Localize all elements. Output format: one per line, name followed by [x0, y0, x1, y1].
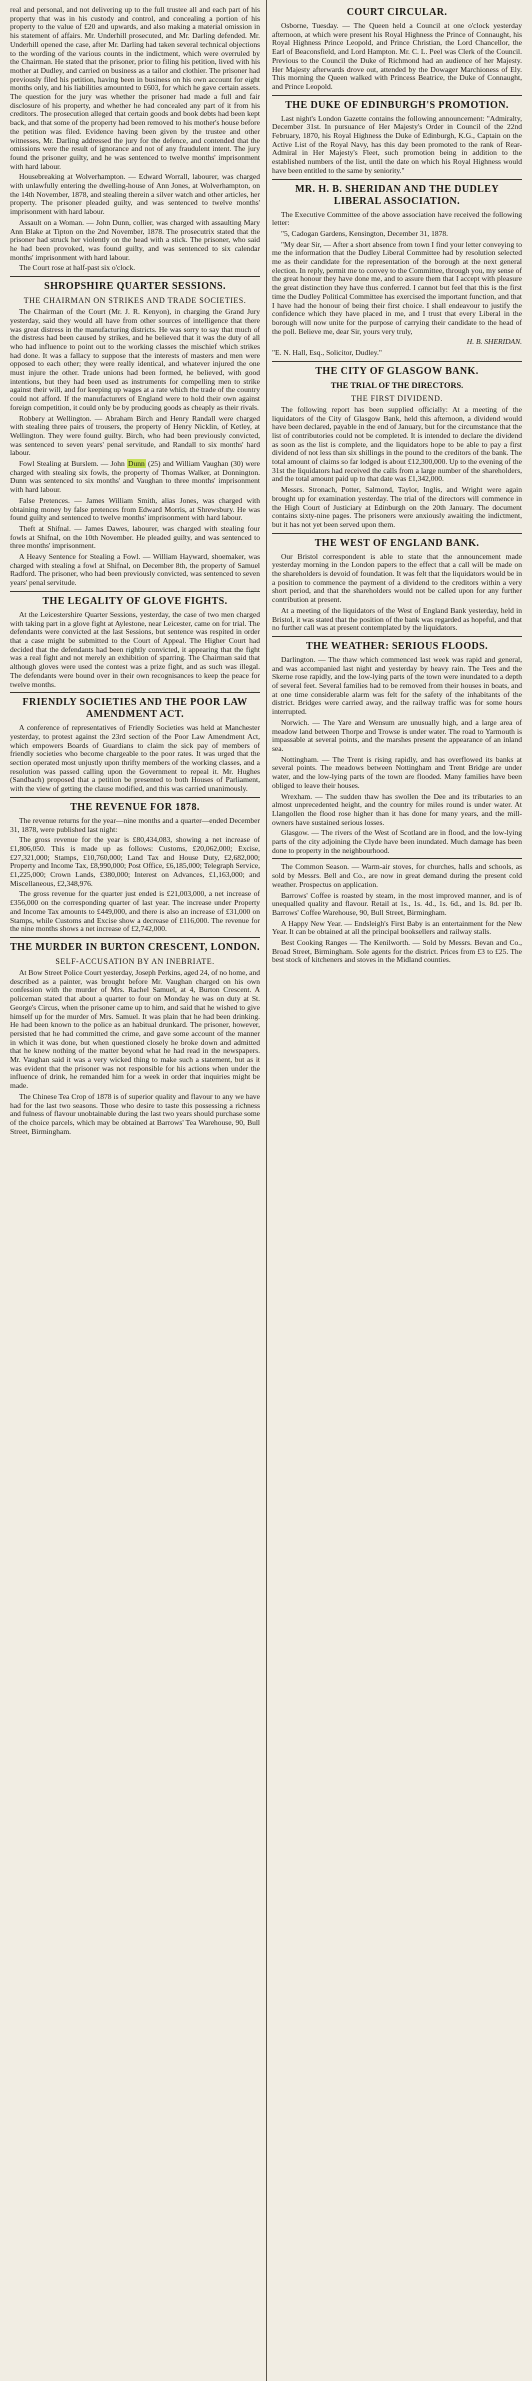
section-divider — [272, 361, 522, 362]
article-headline: THE CITY OF GLASGOW BANK. — [315, 365, 479, 377]
intro-paragraph: Housebreaking at Wolverhampton. — Edward Worrall, labourer, was charged with unlawfully entering the dwelling-house of Ann Jones, at Wolverhampton, on the 14th November, 1878, and stealing therein a silver watch and other articles, her property. The prisoner pleaded guilty, and was sentenced to twelve months' imprisonment with hard labour. — [10, 172, 260, 217]
article-paragraph: Our Bristol correspondent is able to state that the announcement made yesterday morning in the London papers to the effect that a call will be made on the shareholders is devoid of foundation. It was felt that the liquidators would be in a position to commence the payment of a dividend to the creditors within a very short period, and that the shareholders would not be called upon for any further contribution at present. — [272, 551, 522, 605]
highlight-prefix: Fowl Stealing at Burslem. — John — [19, 459, 128, 469]
murder-article — [10, 942, 260, 1136]
article-paragraph: At the Leicestershire Quarter Sessions, yesterday, the case of two men charged with taking part in a glove fight at Aylestone, near Leicester, came on for trial. The defendants were convicted at the last Sessions, but sentence was respited in order that a case might be submitted to the Court of Appeal. The Higher Court had decided that the defendants had been rightly convicted, it appearing that the fight was a real fight and not merely an exhibition of sparring. The Chairman said that although gloves were used the contest was a prize fight, and as such was illegal. The defendants were bound over in their own recognisances to keep the peace for twelve months. — [10, 609, 260, 689]
left-column — [10, 6, 260, 2376]
section-divider — [272, 179, 522, 180]
revenue-article — [10, 802, 260, 934]
intro-paragraph: The Court rose at half-past six o'clock. — [19, 263, 136, 273]
highlight-suffix: (25) and William Vaughan (30) were charged with stealing six fowls, the property of Thomas Walker, at Donnington. Dunn was sentenced to six months' and Vaughan to three months' imprisonment with hard labour. — [10, 459, 260, 495]
article-headline: THE REVENUE FOR 1878. — [70, 801, 200, 813]
notice-paragraph: Barrows' Coffee is roasted by steam, in the most improved manner, and is of unequalled quality and flavour. Retail at 1s., 1s. 4d., 1s. 6d., and 1s. 8d. per lb. Barrows' Coffee Warehouse, 90, Bull Street, Birmingham. — [272, 890, 522, 917]
article-headline: THE LEGALITY OF GLOVE FIGHTS. — [42, 595, 228, 607]
article-paragraph: The gross revenue for the year is £80,434,083, showing a net increase of £1,806,050. This is made up as follows: Customs, £20,062,000; Excise, £27,321,000; Stamps, £10,760,000; Land Tax and House Duty, £2,682,000; Property and Income Tax, £8,990,000; Post Office, £6,185,000; Telegraph Service, £1,225,000; Crown Lands, £380,000; Interest on Advances, £1,163,000; and Miscellaneous, £2,348,976. — [10, 835, 260, 888]
sheridan-article — [272, 184, 522, 358]
section-divider — [272, 636, 522, 637]
article-paragraph: False Pretences. — James William Smith, alias Jones, was charged with obtaining money by false pretences from Edward Morris, at Shrewsbury. He was found guilty and sentenced to twelve months' imprisonment with hard labour. — [10, 495, 260, 523]
column-divider — [266, 0, 267, 2381]
section-divider — [272, 95, 522, 96]
intro-paragraph: Assault on a Woman. — John Dunn, collier, was charged with assaulting Mary Ann Blake at Tipton on the 2nd November, 1878. The prosecutrix stated that the prisoner had struck her violently on the head with a stick. The prisoner, who said he had been provoked, was found guilty, and was sentenced to six calendar months' imprisonment with hard labour. — [10, 217, 260, 262]
glasgow-bank-article — [272, 366, 522, 530]
article-subheadline: THE CHAIRMAN ON STRIKES AND TRADE SOCIETIES. — [23, 296, 247, 306]
section-divider — [272, 858, 522, 859]
article-paragraph: At Bow Street Police Court yesterday, Joseph Perkins, aged 24, of no home, and described as a painter, was brought before Mr. Vaughan charged on his own confession with the murder of Mrs. Rachel Samuel, at 4, Burton Crescent. A policeman stated that about a quarter to four on Monday he was on duty at St. George's Circus, when the prisoner came up to him, and said that he wished to give himself up for the murder of Mrs. Samuel. It was plain that he had been drinking. He had been known to the police as an habitual drunkard. The prisoner, however, persisted that he had committed the crime, and gave some account of the manner in which it was done, but when questioned closely he broke down and admitted that he knew nothing of the matter beyond what he had read in the newspapers. Mr. Vaughan said it was a very wicked thing to make such a statement, but as it was evident that the prisoner was not responsible for his actions when under the influence of drink, he remanded him for a week in order that inquiries might be made. — [10, 967, 260, 1091]
article-paragraph: Theft at Shifnal. — James Dawes, labourer, was charged with stealing four fowls at Shifnal, on the 10th November. He pleaded guilty, and was sentenced to three months' imprisonment. — [10, 523, 260, 551]
article-paragraph: Robbery at Wellington. — Abraham Birch and Henry Randall were charged with stealing three pairs of trousers, the property of Henry Nicklin, of Ketley, at Wellington. They were found guilty. Birch, who had been previously convicted, was sentenced to seven years' penal servitude, and Randall to six months' hard labour. — [10, 413, 260, 458]
article-subheadline: THE TRIAL OF THE DIRECTORS. — [330, 380, 464, 390]
section-divider — [10, 937, 260, 938]
article-headline: THE WEST OF ENGLAND BANK. — [314, 537, 480, 549]
article-paragraph: The following report has been supplied officially: At a meeting of the liquidators of the City of Glasgow Bank, held this afternoon, a dividend would have been declared, payable in the end of January, but for the circumstance that the list of contributories could not be completed. It is intended to declare the dividend as soon as the list is complete, and the liquidators hope to be able to pay a first dividend of not less than six shillings in the pound to the creditors of the bank. The total amount of claims so far lodged is about £12,300,000. Up to the evening of the 31st the liquidators had received the calls from a large number of the shareholders, and the total amount paid up to that date was £1,342,000. — [272, 404, 522, 484]
article-paragraph: Osborne, Tuesday. — The Queen held a Council at one o'clock yesterday afternoon, at which were present his Royal Highness the Prince of Connaught, his Royal Highness Prince Leopold, and Prince Christian, the Lord Chancellor, the Earl of Beaconsfield, and Lord Hampton. Mr. C. L. Peel was Clerk of the Council. Previous to the Council the Duke of Richmond had an audience of her Majesty. Her Majesty afterwards drove out, attended by the Dowager Marchioness of Ely. This morning the Queen walked with Princess Beatrice, the Duke of Connaught, and Prince Leopold. — [272, 21, 522, 91]
article-paragraph: At a meeting of the liquidators of the West of England Bank yesterday, held in Bristol, it was stated that the position of the bank was regarded as hopeful, and that no further call was at present contemplated by the liquidators. — [272, 605, 522, 633]
article-paragraph: Wrexham. — The sudden thaw has swollen the Dee and its tributaries to an almost unprecedented height, and the country for miles round is under water. At Llangollen the flood rose higher than it has done for many years, and the mill-owners have sustained serious losses. — [272, 791, 522, 827]
section-divider — [10, 276, 260, 277]
article-paragraph: Nottingham. — The Trent is rising rapidly, and has overflowed its banks at several points. The meadows between Nottingham and Trent Bridge are under water, and the low-lying parts of the town are flooded. Many families have been obliged to leave their houses. — [272, 754, 522, 790]
shropshire-article — [10, 281, 260, 588]
west-england-bank-article — [272, 538, 522, 633]
section-divider — [10, 591, 260, 592]
article-headline: MR. H. B. SHERIDAN AND THE DUDLEY LIBERAL ASSOCIATION. — [295, 183, 499, 207]
article-headline: THE MURDER IN BURTON CRESCENT, LONDON. — [10, 941, 260, 953]
article-headline: FRIENDLY SOCIETIES AND THE POOR LAW AMENDMENT ACT. — [22, 697, 248, 721]
intro-paragraph: real and personal, and not delivering up to the full trustee all and each part of his property that was in his custody and control, and concealing a portion of his property to the value of £20 and upwards, and also making a material omission in his statement of affairs. Mr. Underhill prosecuted, and Mr. Darling defended. Mr. Underhill opened the case, after Mr. Darling had taken several technical objections to the wording of the various counts in the indictment, which were overruled by the Chairman. He stated that the prisoner, prior to filing his petition, lived with his mother at Dudley, and carried on business as a tailor and clothier. The prisoner had previously filed his petition, having been in business on his own account for eight months only, and his liabilities amounted to £603, for which he gave certain assets. The question for the jury was whether the prisoner had made a full and fair disclosure of his property, and whether he had concealed any part of it from his creditors. The prosecution alleged that certain goods and book debts had been kept back, and that some of the property had been removed to his mother's house before the petition was filed. Evidence having been given by the trustee and other witnesses, Mr. Darling addressed the jury for the defence, and contended that the omissions were the result of ignorance and not of any fraudulent intent. The jury found the prisoner guilty, and he was sentenced to twelve months' imprisonment with hard labour. — [10, 6, 260, 171]
court-circular-article — [272, 7, 522, 92]
glove-fights-article — [10, 596, 260, 689]
article-paragraph: The revenue returns for the year—nine months and a quarter—ended December 31, 1878, were published last night: — [10, 815, 260, 834]
article-paragraph: The Chinese Tea Crop of 1878 is of superior quality and flavour to any we have had for the last two seasons. Those who desire to taste this possessing a richness and fulness of flavour unobtainable during the last two years should purchase some of the choice parcels, which may be obtained at Barrows' Tea Warehouse, 90, Bull Street, Birmingham. — [10, 1091, 260, 1136]
article-subheadline: THE FIRST DIVIDEND. — [351, 393, 443, 403]
article-paragraph: The gross revenue for the quarter just ended is £21,003,000, a net increase of £356,000 on the corresponding quarter of last year. The increase under Property and Income Tax amounts to £449,000, and there is also an increase of £31,000 on Stamps, while Customs and Excise show a decrease of £116,000. The revenue for the nine months shows a net increase of £2,742,000. — [10, 889, 260, 934]
section-divider — [10, 692, 260, 693]
notice-paragraph: The Common Season. — Warm-air stoves, for churches, halls and schools, as sold by Messrs. Bell and Co., are now in great demand during the present cold weather. Prospectus on application. — [272, 862, 522, 889]
letter-dateline: "5, Cadogan Gardens, Kensington, December 31, 1878. — [281, 228, 448, 238]
section-divider — [10, 797, 260, 798]
article-paragraph: Messrs. Stronach, Potter, Salmond, Taylor, Inglis, and Wright were again brought up for examination yesterday. The trial of the directors will commence in the High Court of Justiciary at Edinburgh on the 20th January. The document contains sixty-nine pages. The prisoners were anxiously awaiting the indictment, but it has not yet been served upon them. — [272, 485, 522, 529]
weather-article — [272, 641, 522, 855]
article-paragraph: Norwich. — The Yare and Wensum are unusually high, and a large area of meadow land between Thorpe and Trowse is under water. The road to Yarmouth is impassable at several points, and the marshes present the appearance of an inland sea. — [272, 717, 522, 753]
section-divider — [272, 533, 522, 534]
highlighted-word: Dunn — [128, 459, 145, 469]
notice-paragraph: A Happy New Year. — Endsleigh's First Baby is an entertainment for the New Year. It can be obtained at all the principal booksellers and railway stalls. — [272, 918, 522, 937]
notice-paragraph: Best Cooking Ranges — The Kenilworth. — Sold by Messrs. Bevan and Co., Broad Street, Birmingham. Sole agents for the district. Prices from £3 to £25. The best stock of kitcheners and stoves in the Midland counties. — [272, 938, 522, 965]
duke-article — [272, 100, 522, 176]
article-paragraph: The Executive Committee of the above association have received the following letter: — [272, 209, 522, 228]
article-headline: THE WEATHER: SERIOUS FLOODS. — [306, 640, 488, 652]
right-column — [272, 6, 522, 2376]
article-paragraph: The Chairman of the Court (Mr. J. R. Kenyon), in charging the Grand Jury yesterday, said they would all have from other sources of intelligence that there was great distress in the manufacturing districts. He was sorry to say that much of the distress had been caused by strikes, and he believed that it was the duty of all who had influence to point out to the working classes the mischief which strikes had done. It was a fallacy to suppose that the interests of masters and men were opposed to each other; they were really identical, and whatever injured the one must injure the other. Trade unions had been formed, he believed, with good intentions, but they had been used as instruments for compelling men to strike against their will, and for keeping up wages at a rate which the trade of the country could not afford. If the manufacturers of England were to hold their own against foreign competition, it could only be by producing goods as cheaply as their rivals. — [10, 307, 260, 412]
article-paragraph: A Heavy Sentence for Stealing a Fowl. — William Hayward, shoemaker, was charged with stealing a fowl at Shifnal, on December 8th, the property of Samuel Radford. The prisoner, who had been previously convicted, was sentenced to seven years' penal servitude. — [10, 552, 260, 588]
article-headline: COURT CIRCULAR. — [346, 7, 448, 18]
article-paragraph: Last night's London Gazette contains the following announcement: "Admiralty, December 31st. In pursuance of Her Majesty's Order in Council of the 22nd February, 1870, his Royal Highness the Duke of Edinburgh, K.G., Captain on the Active List of the Royal Navy, has this day been promoted to the rank of Rear-Admiral in Her Majesty's Fleet, such promotion being in addition to the established numbers of the list, until the date on which his Royal Highness would have been entitled to the same by seniority." — [272, 113, 522, 175]
letter-signature: H. B. SHERIDAN. — [466, 337, 522, 347]
article-paragraph: Darlington. — The thaw which commenced last week was rapid and general, and was accompanied last night and yesterday by heavy rain. The Tees and the Skerne rose rapidly, and the low-lying parts of the town were inundated to a depth of several feet. Several families had to be removed from their houses in boats, and at one time considerable alarm was felt for the safety of the inhabitants of the district. Bridges were carried away, and the railway traffic was for some hours interrupted. — [272, 654, 522, 717]
intro-article — [10, 6, 260, 273]
notices-section — [272, 863, 522, 965]
letter-addressee: "E. N. Hall, Esq., Solicitor, Dudley." — [272, 348, 382, 358]
article-paragraph: A conference of representatives of Friendly Societies was held at Manchester yesterday, to protest against the 23rd section of the Poor Law Amendment Act, which empowers Boards of Guardians to claim the sick pay of members of friendly societies who become chargeable to the poor rates. It was urged that the section operated most unjustly upon thrifty members of the working classes, and a resolution was passed calling upon the Government to repeal it. Mr. Hughes (Sandbach) proposed that a petition be presented to both Houses of Parliament, with the view of getting the clause modified, and this was carried unanimously. — [10, 723, 260, 794]
article-headline: THE DUKE OF EDINBURGH'S PROMOTION. — [285, 99, 509, 111]
highlighted-paragraph — [10, 460, 260, 495]
letter-body: "My dear Sir, — After a short absence from town I find your letter conveying to me the information that the Dudley Liberal Committee had by resolution selected me as their candidate for the representation of the borough at the next general election. In reply, permit me to convey to the Committee, through you, my sense of the great honour they have done me, and to assure them that I accept with pleasure the great distinction they have thus conferred. I cannot but feel that this is the first time the Dudley Political Committee has exercised the important function, and that I have had the honour of being their first choice. I shall endeavour to justify the confidence which they have placed in me, and I trust that every Liberal in the borough will now unite for the purpose of carrying their candidate to the head of the poll. Believe me, dear Sir, yours very truly, — [272, 239, 522, 336]
article-subheadline: SELF-ACCUSATION BY AN INEBRIATE. — [55, 956, 215, 966]
article-paragraph: Glasgow. — The rivers of the West of Scotland are in flood, and the low-lying parts of the city adjoining the Clyde have been inundated. Much damage has been done to property in the neighbourhood. — [272, 828, 522, 855]
article-headline: SHROPSHIRE QUARTER SESSIONS. — [44, 281, 226, 293]
friendly-societies-article — [10, 697, 260, 794]
